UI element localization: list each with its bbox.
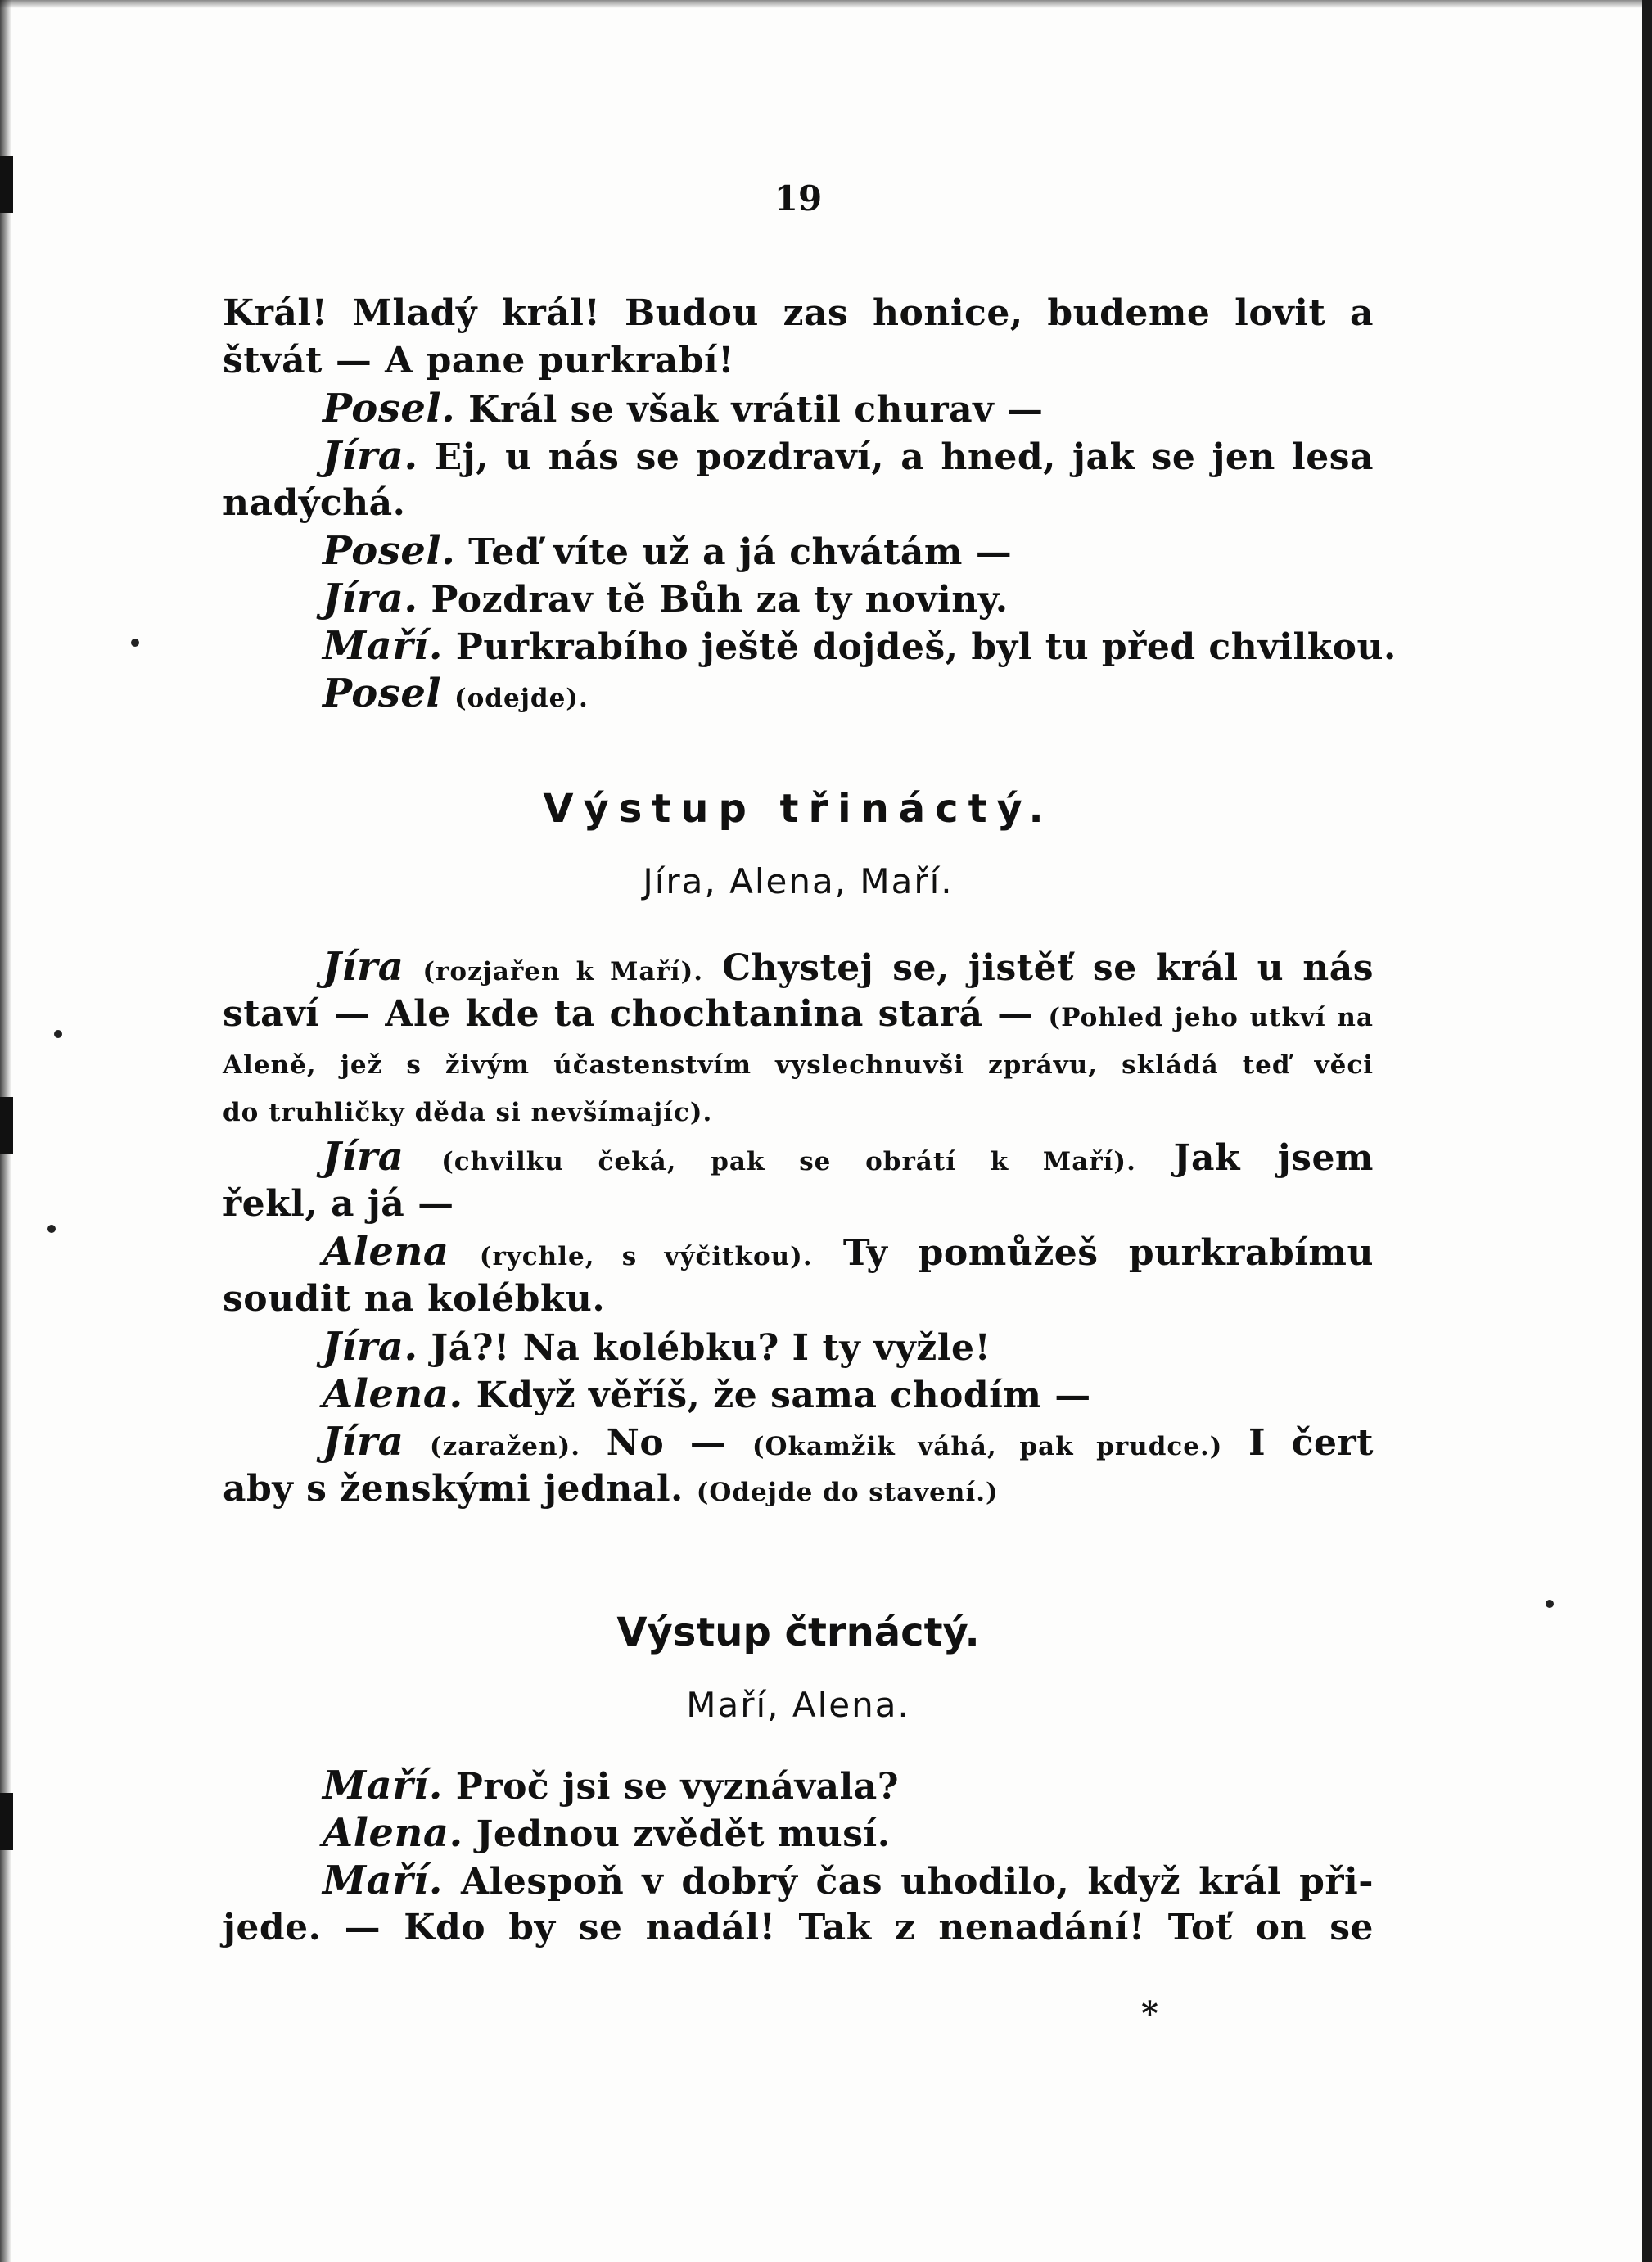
speaker-name: Alena. bbox=[323, 1371, 463, 1417]
text-line: staví — Ale kde ta chochtanina stará — (Pohled jeho utkví na bbox=[223, 993, 1374, 1035]
scan-speck bbox=[131, 639, 139, 647]
speaker-name: Maří. bbox=[323, 1763, 443, 1808]
text-line: jede. — Kdo by se nadál! Tak z nenadání! Toť on se bbox=[223, 1907, 1374, 1948]
speaker-name: Jíra. bbox=[323, 576, 418, 621]
text-line: Alena (rychle, s výčitkou). Ty pomůžeš purkrabímu bbox=[323, 1229, 1374, 1275]
footer-signature-mark: * bbox=[1141, 1994, 1158, 2033]
scan-speck bbox=[1546, 1600, 1554, 1608]
scan-edge-top bbox=[0, 0, 1652, 8]
text-line: Jíra (rozjařen k Maří). Chystej se, jistěť se král u nás bbox=[323, 944, 1374, 990]
scene-heading: Výstup čtrnáctý. bbox=[616, 1610, 980, 1655]
speaker-name: Posel. bbox=[323, 528, 456, 574]
stage-direction: (Okamžik váhá, pak prudce.) bbox=[752, 1432, 1223, 1461]
text-line: aby s ženskými jednal. (Odejde do stavení.) bbox=[223, 1468, 999, 1510]
text-line: Alena. Když věříš, že sama chodím — bbox=[323, 1371, 1091, 1417]
text-line: Posel. Král se však vrátil churav — bbox=[323, 386, 1044, 431]
text-line: Maří. Proč jsi se vyznávala? bbox=[323, 1763, 900, 1808]
speaker-name: Jíra. bbox=[323, 433, 418, 479]
text-line: Posel. Teď víte už a já chvátám — bbox=[323, 528, 1013, 574]
stage-direction: (odejde). bbox=[454, 684, 589, 713]
text-line: nadýchá. bbox=[223, 482, 406, 524]
scan-edge-right bbox=[1642, 0, 1652, 2262]
dialogue-block-3 bbox=[223, 1762, 1374, 1952]
speaker-name: Jíra bbox=[323, 1134, 404, 1180]
stage-direction: (Pohled jeho utkví na bbox=[1048, 1003, 1374, 1032]
text-line: Jíra (zaražen). No — (Okamžik váhá, pak prudce.) I čert bbox=[323, 1419, 1374, 1465]
page-number: 19 bbox=[774, 178, 823, 219]
text-line: Maří. Alespoň v dobrý čas uhodilo, když král při- bbox=[323, 1858, 1374, 1903]
text-line: Maří. Purkrabího ještě dojdeš, byl tu před chvilkou. bbox=[323, 623, 1397, 669]
speaker-name: Posel. bbox=[323, 386, 456, 431]
stage-direction: (rozjařen k Maří). bbox=[422, 957, 704, 987]
text-line: řekl, a já — bbox=[223, 1183, 454, 1225]
speaker-name: Maří. bbox=[323, 1858, 443, 1903]
text-line: Jíra. Ej, u nás se pozdraví, a hned, jak se jen lesa bbox=[323, 433, 1374, 479]
speaker-name: Jíra. bbox=[323, 1324, 418, 1370]
scan-speck bbox=[54, 1030, 62, 1038]
speaker-name: Jíra bbox=[323, 944, 404, 990]
speaker-name: Posel bbox=[323, 670, 442, 716]
scene-cast: Maří, Alena. bbox=[686, 1685, 910, 1725]
stage-direction: (Odejde do stavení.) bbox=[696, 1478, 999, 1507]
dialogue-block-1 bbox=[223, 290, 1397, 717]
text-line: Alena. Jednou zvědět musí. bbox=[323, 1810, 891, 1856]
text-line bbox=[223, 1086, 1374, 1133]
stage-direction: do truhličky děda si nevšímajíc). bbox=[223, 1098, 713, 1127]
speaker-name: Jíra bbox=[323, 1419, 404, 1465]
stage-direction: (zaražen). bbox=[429, 1432, 581, 1461]
scene-cast: Jíra, Alena, Maří. bbox=[643, 861, 954, 901]
binding-mark bbox=[0, 1793, 13, 1850]
stage-direction: Aleně, jež s živým účastenstvím vyslechnuvši zprávu, skládá teď věci bbox=[223, 1050, 1374, 1080]
binding-mark bbox=[0, 1097, 13, 1154]
stage-direction: (rychle, s výčitkou). bbox=[479, 1242, 813, 1271]
text-line: soudit na kolébku. bbox=[223, 1278, 606, 1320]
text-line bbox=[223, 670, 1374, 717]
text-line: štvát — A pane purkrabí! bbox=[223, 340, 735, 382]
stage-direction: (chvilku čeká, pak se obrátí k Maří). bbox=[441, 1147, 1136, 1176]
speaker-name: Alena bbox=[323, 1229, 449, 1275]
speaker-name: Maří. bbox=[323, 623, 443, 669]
scan-speck bbox=[47, 1225, 56, 1233]
scene-heading: Výstup třináctý. bbox=[543, 786, 1054, 832]
dialogue-block-2 bbox=[223, 943, 1374, 1513]
speaker-name: Alena. bbox=[323, 1810, 463, 1856]
text-line: Jíra. Já?! Na kolébku? I ty vyžle! bbox=[323, 1324, 991, 1370]
text-line: Jíra. Pozdrav tě Bůh za ty noviny. bbox=[323, 576, 1009, 621]
text-line: Král! Mladý král! Budou zas honice, budeme lovit a bbox=[223, 292, 1374, 334]
text-line bbox=[223, 1038, 1374, 1086]
text-line: Jíra (chvilku čeká, pak se obrátí k Maří). Jak jsem bbox=[323, 1134, 1374, 1180]
